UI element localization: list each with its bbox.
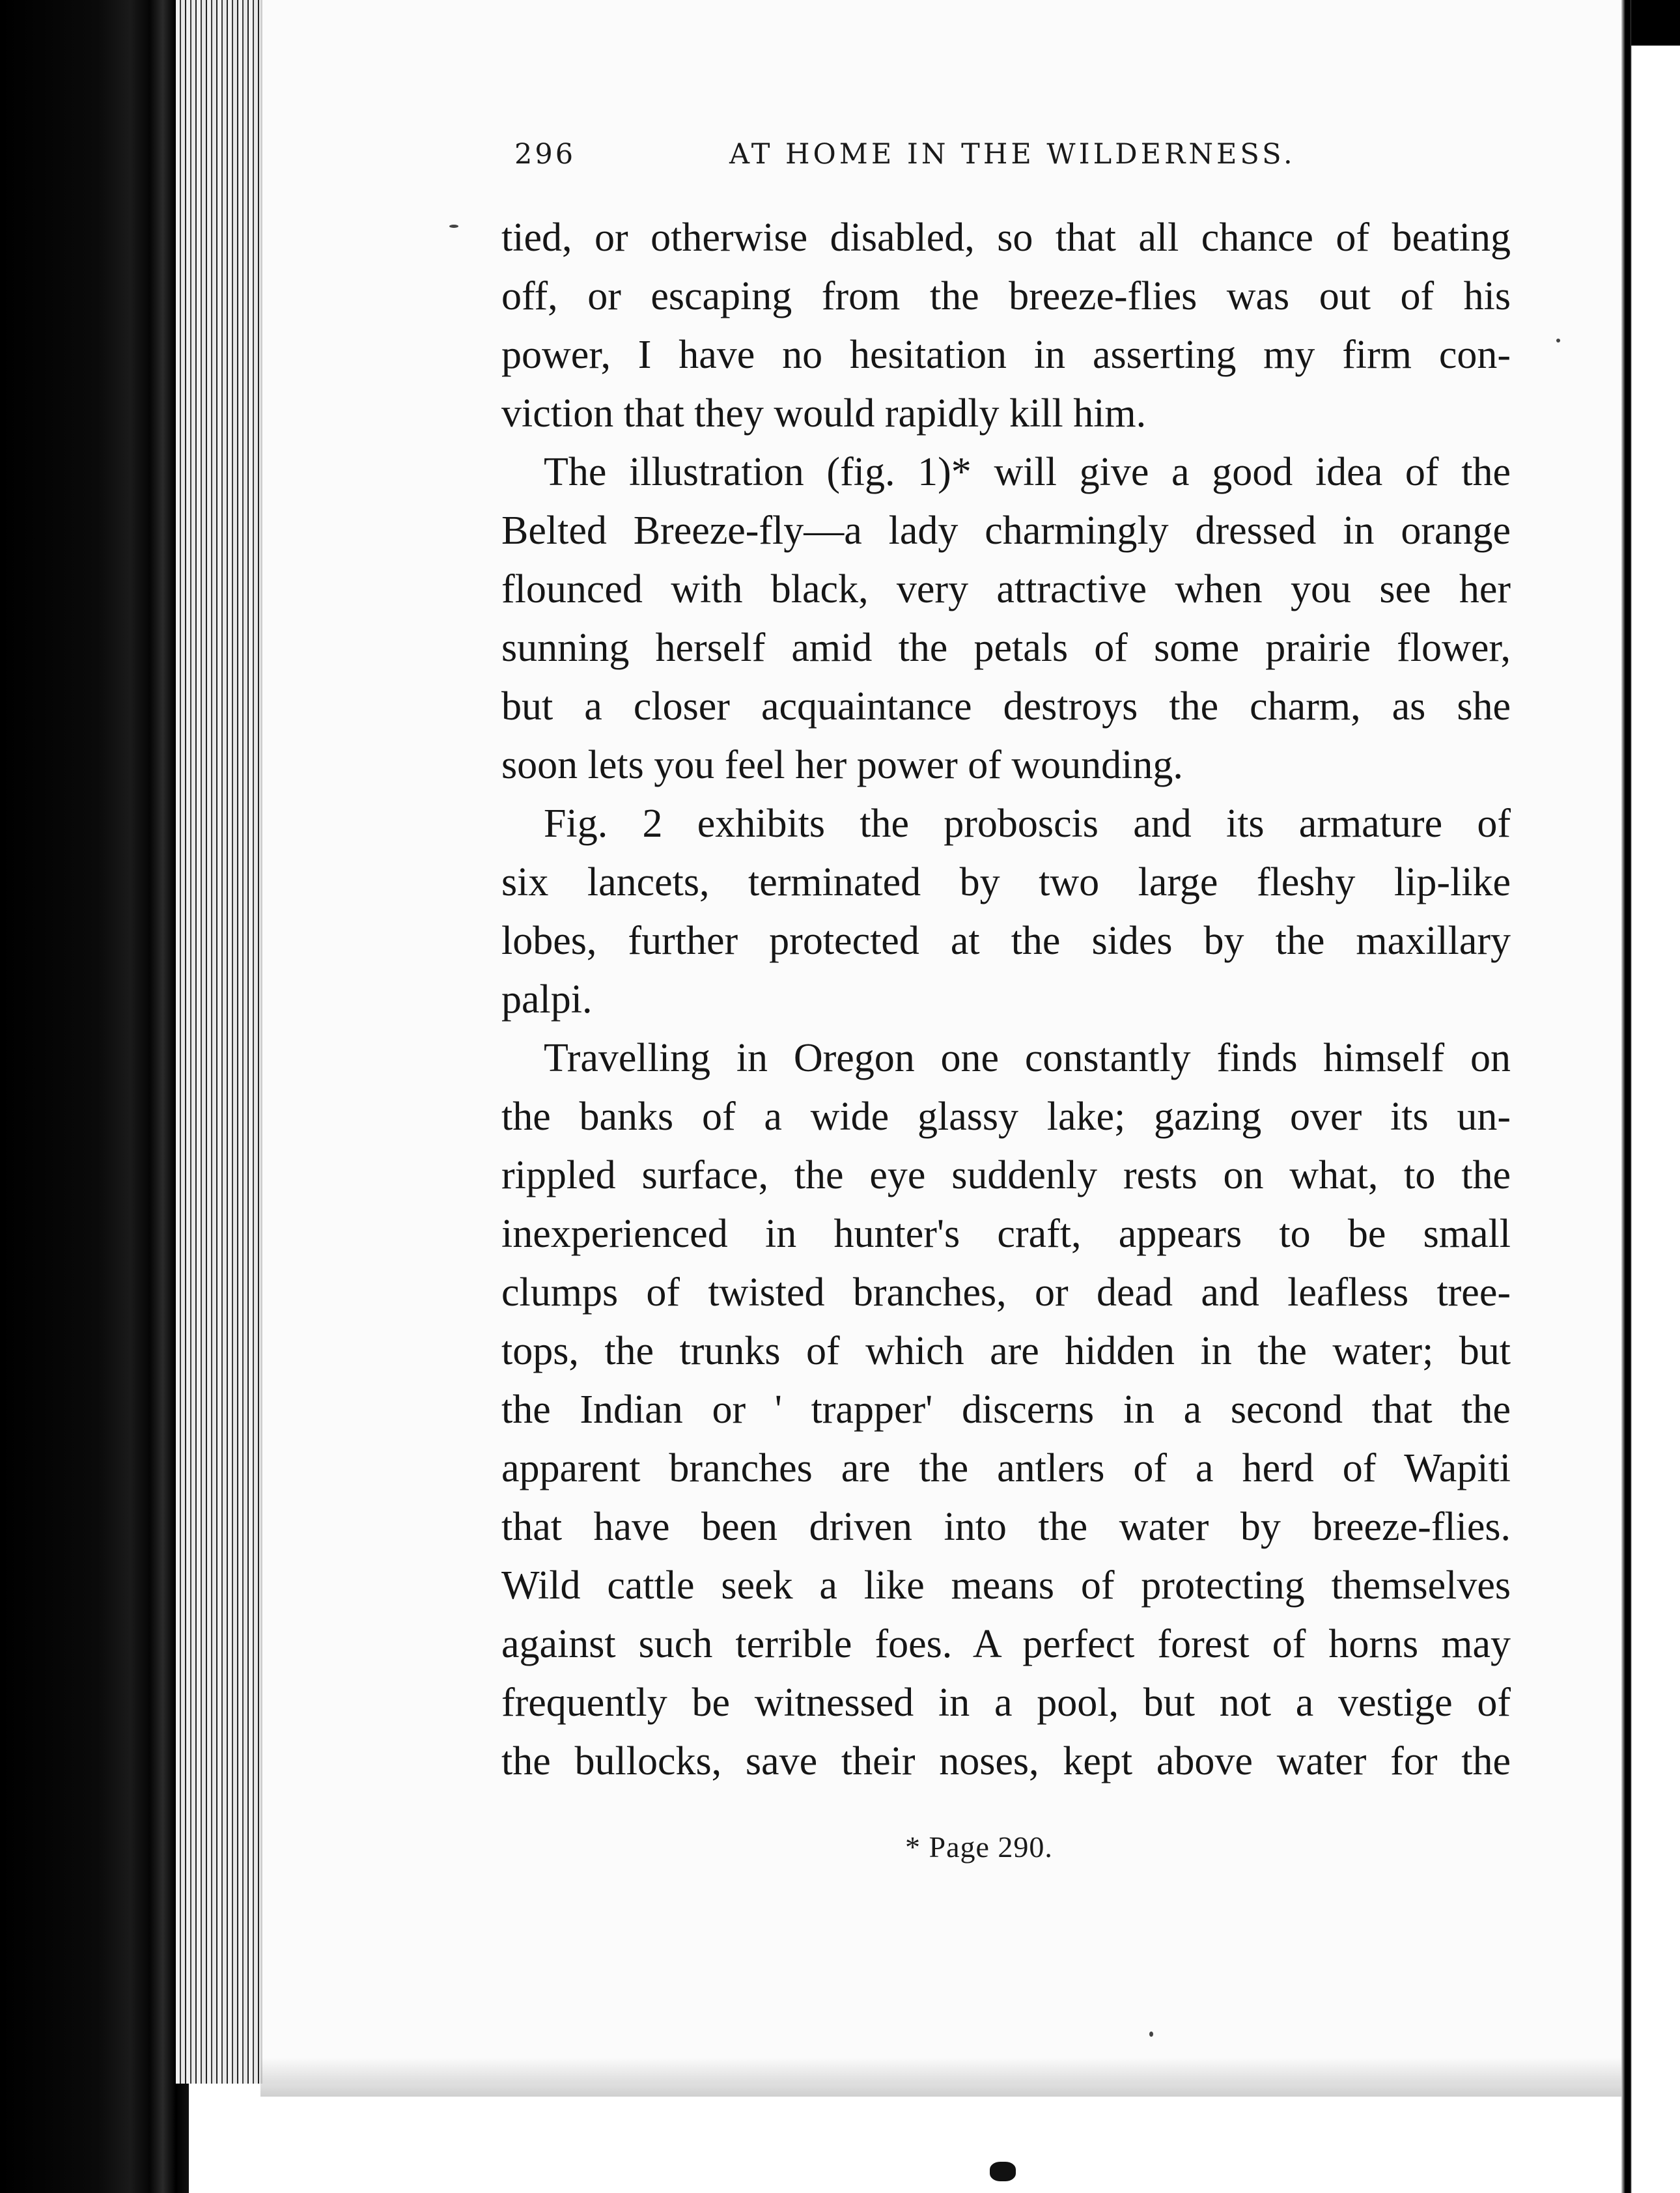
text-line: Belted Breeze-fly—a lady charmingly dressed in orange (501, 509, 1511, 553)
speck (1149, 2032, 1153, 2037)
speck (449, 225, 458, 228)
text-line: Wild cattle seek a like means of protecting themselves (501, 1563, 1511, 1608)
page-edges (176, 0, 267, 2084)
text-line: inexperienced in hunter's craft, appears to be small (501, 1212, 1511, 1256)
text-line: six lancets, terminated by two large fleshy lip-like (501, 860, 1511, 904)
text-line: the Indian or ' trapper' discerns in a second that the (501, 1388, 1511, 1432)
facing-page-edge (1621, 0, 1680, 2193)
text-line: apparent branches are the antlers of a herd of Wapiti (501, 1446, 1511, 1490)
text-line: frequently be witnessed in a pool, but not a vestige of (501, 1681, 1511, 1725)
text-line: Travelling in Oregon one constantly finds himself on (544, 1036, 1511, 1080)
paragraph (501, 208, 1511, 443)
text-line: sunning herself amid the petals of some prairie flower, (501, 626, 1511, 670)
smudge (990, 2162, 1016, 2181)
paragraph (501, 794, 1511, 1029)
text-line: power, I have no hesitation in asserting my firm con- (501, 333, 1511, 377)
text-line: the banks of a wide glassy lake; gazing over its un- (501, 1095, 1511, 1139)
text-line: tops, the trunks of which are hidden in the water; but (501, 1329, 1511, 1373)
text-line: tied, or otherwise disabled, so that all chance of beating (501, 216, 1511, 260)
page-shadow (260, 2058, 1628, 2097)
paragraph (501, 1029, 1511, 1791)
footnote: * Page 290. (905, 1830, 1053, 1864)
text-line: flounced with black, very attractive when you see her (501, 567, 1511, 611)
text-line: viction that they would rapidly kill him. (501, 391, 1147, 436)
paragraph (501, 443, 1511, 794)
facing-page-corner (1631, 0, 1680, 46)
text-line: but a closer acquaintance destroys the charm, as she (501, 684, 1511, 729)
text-line: palpi. (501, 977, 593, 1022)
book-binding (0, 0, 189, 2193)
running-title: AT HOME IN THE WILDERNESS. (729, 138, 1296, 171)
page-number: 296 (514, 138, 576, 171)
text-line: soon lets you feel her power of wounding. (501, 743, 1183, 787)
body-text (501, 208, 1511, 1791)
text-line: Fig. 2 exhibits the proboscis and its armature of (544, 802, 1511, 846)
speck (1556, 339, 1560, 342)
text-line: The illustration (fig. 1)* will give a good idea of the (544, 450, 1511, 494)
text-line: that have been driven into the water by breeze-flies. (501, 1505, 1511, 1549)
text-line: lobes, further protected at the sides by the maxillary (501, 919, 1511, 963)
text-line: against such terrible foes. A perfect forest of horns may (501, 1622, 1511, 1666)
text-line: rippled surface, the eye suddenly rests on what, to the (501, 1153, 1511, 1197)
text-line: clumps of twisted branches, or dead and leafless tree- (501, 1270, 1511, 1315)
text-line: the bullocks, save their noses, kept above water for the (501, 1739, 1511, 1783)
text-line: off, or escaping from the breeze-flies was out of his (501, 274, 1511, 318)
